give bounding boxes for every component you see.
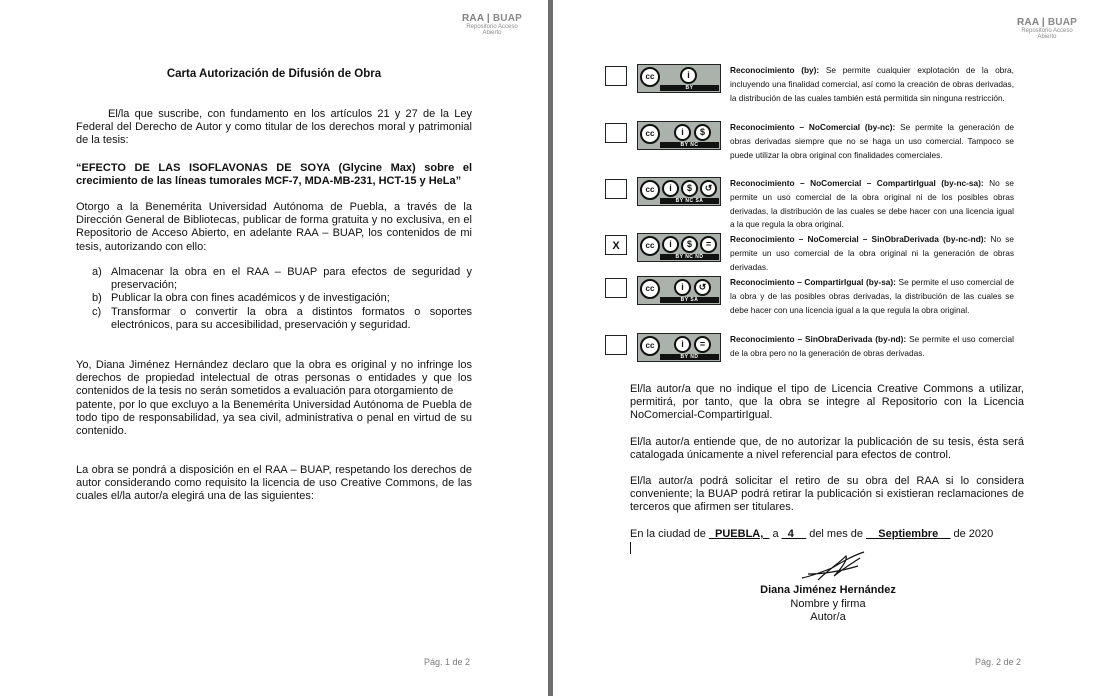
noderivatives-icon: = [694,336,711,353]
license-option-by-nc-nd[interactable] [605,233,1015,277]
signature-label: Nombre y firma [790,598,866,610]
handwritten-signature [798,550,868,584]
attribution-icon: i [680,67,697,84]
license-description: Reconocimiento (by): Se permite cualquier explotación de la obra, incluyendo una finalidad comercial, así como la creación de obras derivadas, la distribución de las cuales también está permitida sin ninguna restricción. [730,65,1014,103]
cc-by-nd-badge: cc i = BY ND [637,333,721,362]
cc-by-sa-badge: cc i ↺ BY SA [637,276,721,305]
license-checkbox[interactable] [605,123,627,143]
withdrawal-note: El/la autor/a podrá solicitar el retiro de su obra del RAA si lo considera conveniente; la BUAP podrá retirar la publicación si existieran reclamaciones de terceros que afirmen ser titulares. [630,475,1024,514]
cc-by-nc-badge: cc i $ BY NC [637,121,721,150]
license-checkbox[interactable] [605,66,627,86]
license-checkbox[interactable] [605,278,627,298]
cc-by-nc-sa-badge: cc i $ ↺ BY NC SA [637,177,721,206]
license-option-by[interactable] [605,64,1015,108]
sharealike-icon: ↺ [694,279,711,296]
grant-paragraph: Otorgo a la Benemérita Universidad Autónoma de Puebla, a través de la Dirección General de Bibliotecas, publicar de forma gratuita y no exclusiva, en el Repositorio de Acceso Abierto, en adelante RAA – BUAP, los contenidos de mi tesis, autorizando con ello: [76,201,472,253]
raa-buap-logo: RAA | BUAP Repositorio Acceso Abierto [1017,17,1078,40]
authorization-list [92,266,472,332]
license-description: Reconocimiento – NoComercial – CompartirIgual (by-nc-sa): No se permite un uso comercial de la obra original ni de los posibles obras derivadas, la distribución de las cuales se debe hacer con una licencia igual a la que regula la obra original. [730,178,1015,230]
referential-note: El/la autor/a entiende que, de no autorizar la publicación de su tesis, ésta será catalogada únicamente a nivel referencial para efectos de control. [630,436,1024,462]
attribution-icon: i [662,236,679,253]
list-item: a) Almacenar la obra en el RAA – BUAP para efectos de seguridad y preservación; [92,266,472,292]
license-option-by-nc-sa[interactable] [605,177,1015,230]
noncommercial-icon: $ [681,180,698,197]
cc-by-badge: cc i BY [637,64,721,93]
page-number: Pág. 1 de 2 [424,657,471,667]
license-option-by-nc[interactable] [605,121,1015,165]
attribution-icon: i [674,279,691,296]
cc-icon: cc [640,124,660,144]
license-checkbox[interactable] [605,179,627,199]
license-description: Reconocimiento – SinObraDerivada (by-nd): Se permite el uso comercial de la obra pero no la generación de obras derivadas. [730,334,1014,358]
attribution-icon: i [674,336,691,353]
license-option-by-nd[interactable] [605,333,1015,377]
list-item: b) Publicar la obra con fines académicos y de investigación; [92,292,390,305]
license-checkbox[interactable] [605,335,627,355]
cc-icon: cc [640,279,660,299]
cc-icon: cc [640,67,660,87]
noncommercial-icon: $ [694,124,711,141]
sharealike-icon: ↺ [700,180,717,197]
author-role: Autor/a [810,611,846,623]
license-checkbox-checked[interactable]: X [605,235,627,255]
availability-paragraph: La obra se pondrá a disposición en el RAA – BUAP, respetando los derechos de autor considerando como requisito la licencia de uso Creative Commons, de las cuales el/la autor/a elegirá una de las siguientes: [76,464,472,503]
text-cursor[interactable] [630,542,631,554]
thesis-title: “EFECTO DE LAS ISOFLAVONAS DE SOYA (Glycine Max) sobre el crecimiento de las líneas tumorales MCF-7, MDA-MB-231, HCT-15 y HeLa” [76,162,472,188]
license-description: Reconocimiento – NoComercial (by-nc): Se permite la generación de obras derivadas siempre que no se haga un uso comercial. Tampoco se puede utilizar la obra original con finalidades comerciales. [730,122,1014,160]
cc-by-nc-nd-badge: cc i $ = BY NC ND [637,233,721,262]
license-option-by-sa[interactable] [605,276,1015,320]
intro-paragraph: El/la que suscribe, con fundamento en los artículos 21 y 27 de la Ley Federal del Derecho de Autor y como titular de los derechos moral y patrimonial de la tesis: [76,108,472,147]
month-field: __Septiembre__ [866,528,951,540]
raa-buap-logo: RAA | BUAP Repositorio Acceso Abierto [462,13,523,36]
date-line: En la ciudad de _PUEBLA,_ a _4__ del mes de __Septiembre__ de 2020 [630,528,994,540]
list-item: c) Transformar o convertir la obra a distintos formatos o soportes electrónicos, para su accesibilidad, preservación y seguridad. [92,305,472,331]
attribution-icon: i [662,180,679,197]
declaration-paragraph: Yo, Diana Jiménez Hernández declaro que la obra es original y no infringe los derechos de propiedad intelectual de otras personas o entidades y que los contenidos de la tesis no serán sometidos a evaluación para otorgamiento de patente, por lo que excluyo a la Benemérita Universidad Autónoma de Puebla de todo tipo de responsabilidad, ya sea civil, administrativa o penal en virtud de su contenido. [76,359,472,438]
day-field: _4__ [781,528,807,540]
license-description: Reconocimiento – CompartirIgual (by-sa): Se permite el uso comercial de la obra y de las posibles obras derivadas, la distribución de las cuales se debe hacer con una licencia igual a la que regula la obra original. [730,277,1014,315]
document-page-1 [0,0,548,696]
cc-icon: cc [640,236,660,256]
license-description: Reconocimiento – NoComercial – SinObraDerivada (by-nc-nd): No se permite un uso comercial de la obra original ni la generación de obras derivadas. [730,234,1014,272]
signer-name: Diana Jiménez Hernández [760,584,896,596]
cc-icon: cc [640,336,660,356]
cc-icon: cc [640,180,660,200]
page-number: Pág. 2 de 2 [975,657,1022,667]
document-page-2 [553,0,1105,696]
document-title: Carta Autorización de Difusión de Obra [166,68,382,80]
noderivatives-icon: = [700,236,717,253]
city-field: _PUEBLA,_ [708,528,770,540]
noncommercial-icon: $ [681,236,698,253]
default-license-note: El/la autor/a que no indique el tipo de Licencia Creative Commons a utilizar, permitirá, por tanto, que la obra se integre al Repositorio con la Licencia NoComercial-CompartirIgual. [630,383,1024,422]
attribution-icon: i [674,124,691,141]
